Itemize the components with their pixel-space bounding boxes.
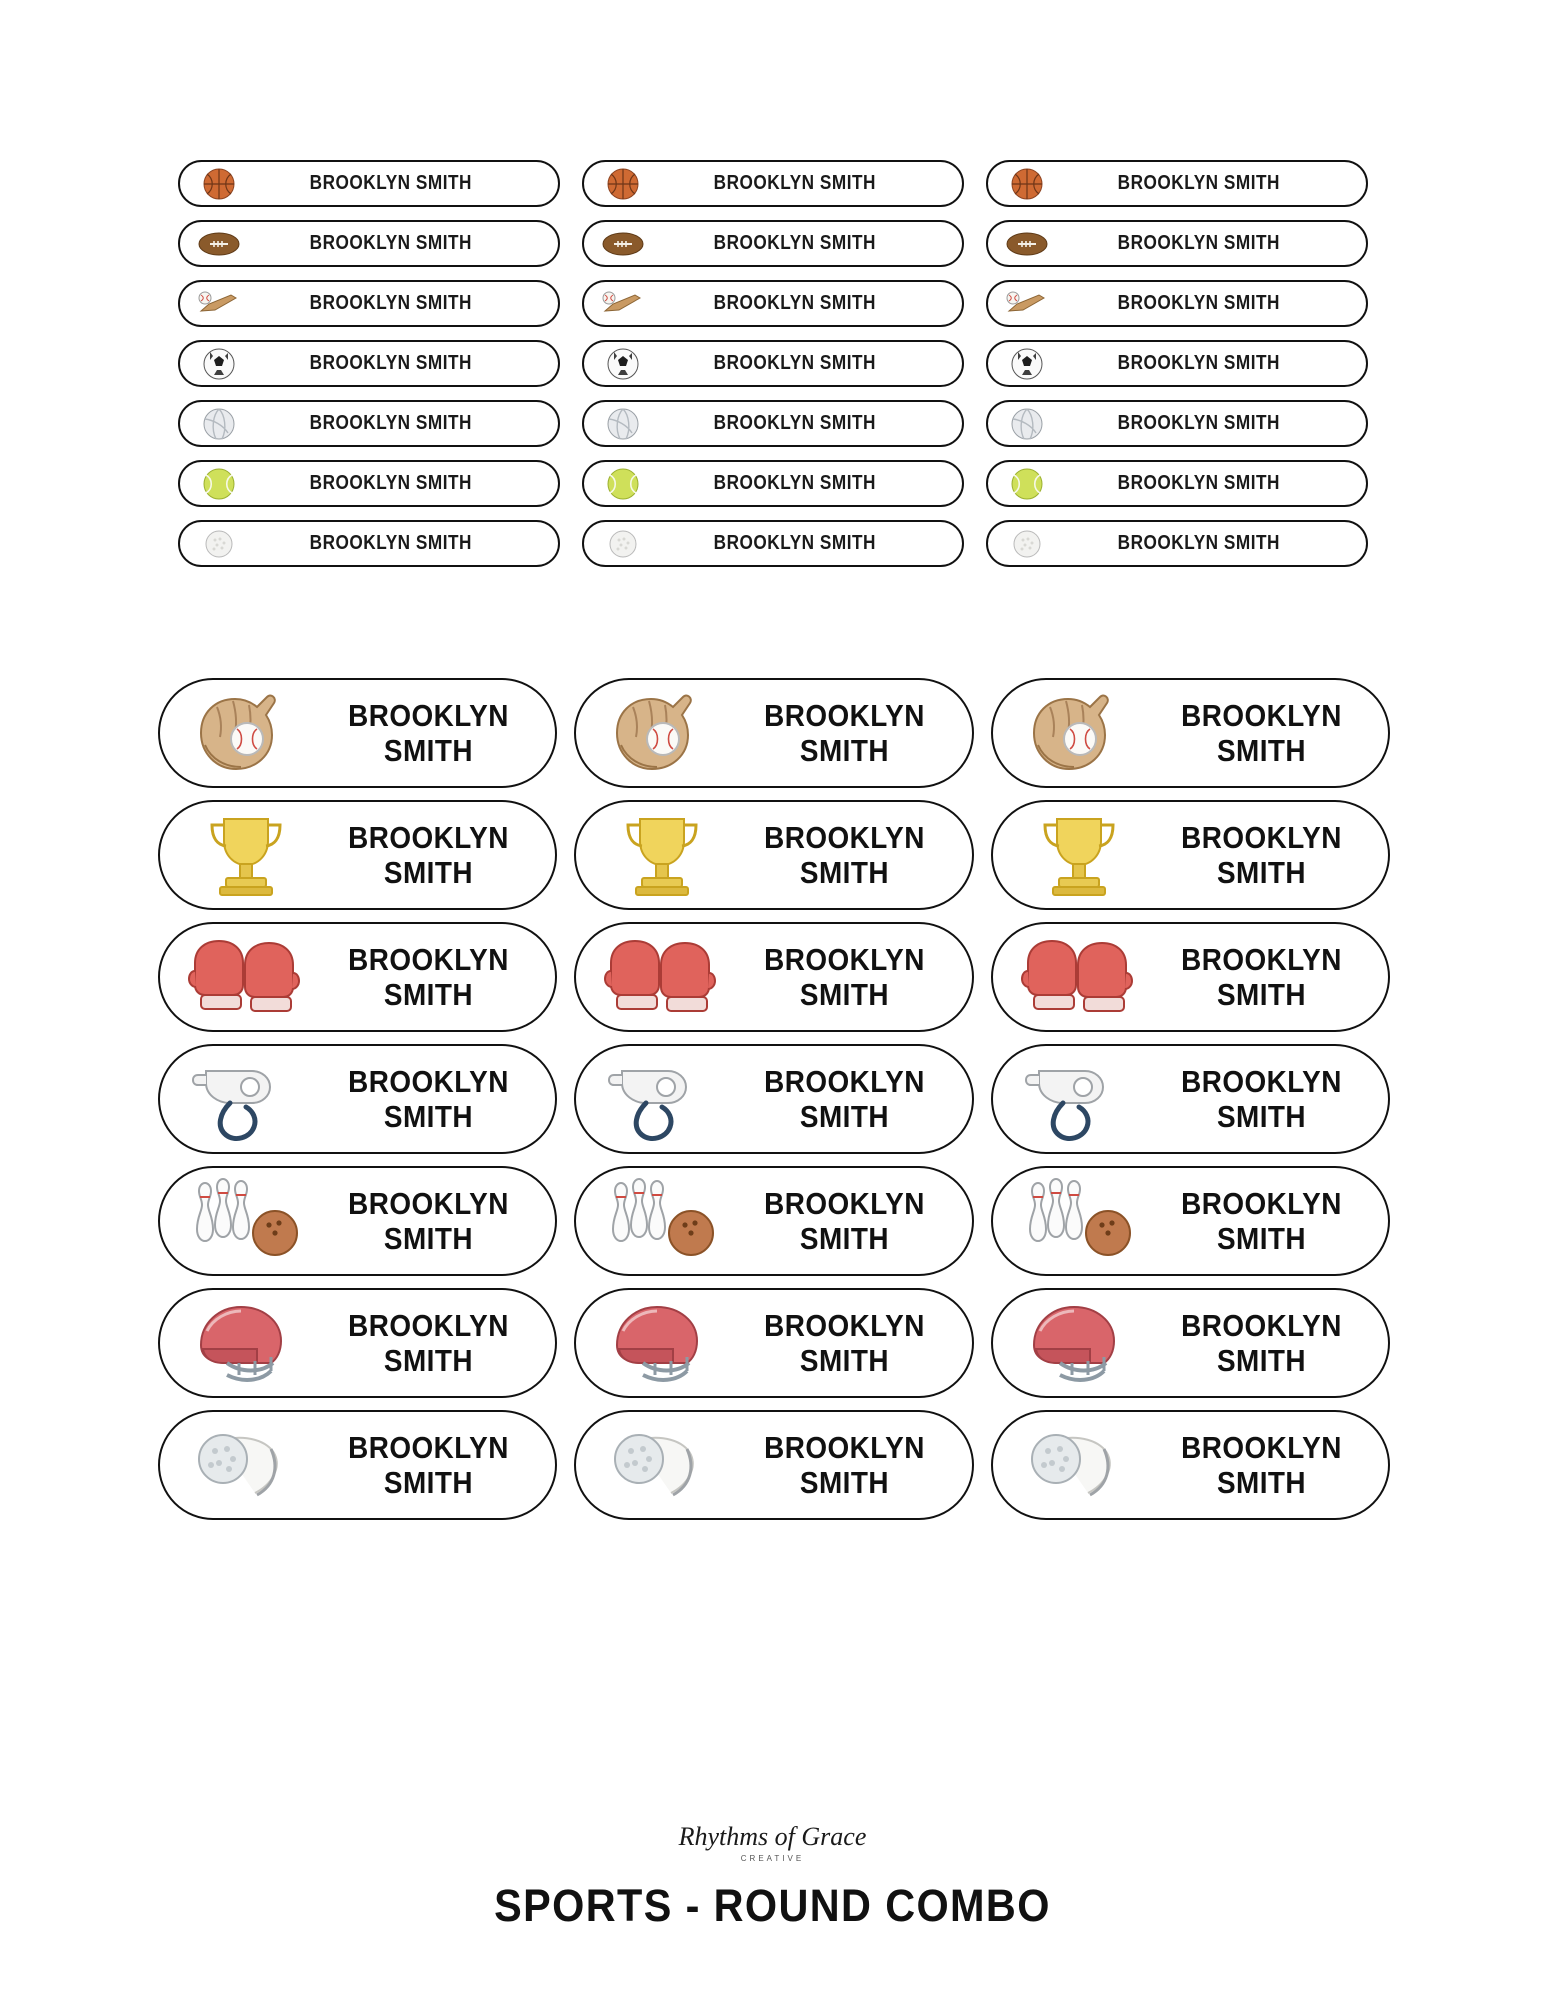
bowling-icon (1009, 1171, 1149, 1271)
small-label-basketball-2[interactable] (582, 160, 964, 207)
small-label-text: BROOKLYN SMITH (1117, 412, 1280, 434)
small-label-text: BROOKLYN SMITH (309, 232, 472, 254)
golf-ball-tee-icon (176, 1415, 316, 1515)
large-label-text (1161, 1430, 1376, 1501)
small-label-text: BROOKLYN SMITH (713, 352, 876, 374)
large-label-text (744, 1308, 959, 1379)
small-label-baseball-bat-1[interactable] (178, 280, 560, 327)
large-label-text (744, 1430, 959, 1501)
volleyball-icon (596, 404, 650, 444)
large-label-boxing-gloves-3[interactable] (991, 922, 1390, 1032)
large-label-text (744, 820, 959, 891)
soccer-ball-icon (1000, 344, 1054, 384)
small-label-volleyball-1[interactable] (178, 400, 560, 447)
large-label-line1: BROOKLYN (1180, 1185, 1342, 1221)
large-label-whistle-3[interactable] (991, 1044, 1390, 1154)
football-icon (192, 224, 246, 264)
small-label-tennis-2[interactable] (582, 460, 964, 507)
small-label-tennis-1[interactable] (178, 460, 560, 507)
large-label-golf-tee-3[interactable] (991, 1410, 1390, 1520)
trophy-icon (176, 805, 316, 905)
large-label-text (328, 1430, 543, 1501)
large-label-line1: BROOKLYN (348, 819, 509, 855)
whistle-icon (1009, 1049, 1149, 1149)
small-label-soccer-2[interactable] (582, 340, 964, 387)
small-label-tennis-3[interactable] (986, 460, 1368, 507)
whistle-icon (176, 1049, 316, 1149)
large-label-line2: SMITH (800, 1099, 890, 1134)
small-label-golf-3[interactable] (986, 520, 1368, 567)
large-label-trophy-1[interactable] (158, 800, 557, 910)
trophy-icon (592, 805, 732, 905)
large-label-text (744, 1064, 959, 1135)
large-label-line1: BROOKLYN (764, 1429, 926, 1465)
large-label-line1: BROOKLYN (1180, 697, 1342, 733)
large-label-line1: BROOKLYN (348, 941, 509, 977)
golf-ball-icon (1000, 524, 1054, 564)
small-label-grid (178, 160, 1368, 567)
volleyball-icon (1000, 404, 1054, 444)
large-label-line2: SMITH (383, 1343, 473, 1378)
small-label-text: BROOKLYN SMITH (309, 472, 472, 494)
soccer-ball-icon (192, 344, 246, 384)
large-label-golf-tee-2[interactable] (574, 1410, 973, 1520)
small-label-soccer-3[interactable] (986, 340, 1368, 387)
large-label-line1: BROOKLYN (348, 1185, 509, 1221)
boxing-gloves-icon (176, 927, 316, 1027)
large-label-line2: SMITH (1216, 1221, 1306, 1256)
large-label-text (744, 942, 959, 1013)
large-label-line1: BROOKLYN (764, 1307, 926, 1343)
large-label-line2: SMITH (383, 1221, 473, 1256)
football-icon (1000, 224, 1054, 264)
small-label-text: BROOKLYN SMITH (309, 412, 472, 434)
baseball-glove-icon (592, 683, 732, 783)
large-label-line2: SMITH (1216, 733, 1306, 768)
football-helmet-icon (1009, 1293, 1149, 1393)
golf-ball-icon (192, 524, 246, 564)
volleyball-icon (192, 404, 246, 444)
large-label-grid (158, 678, 1390, 1520)
tennis-ball-icon (596, 464, 650, 504)
small-label-text: BROOKLYN SMITH (1117, 232, 1280, 254)
large-label-text (328, 698, 543, 769)
large-label-line1: BROOKLYN (348, 697, 509, 733)
small-label-volleyball-3[interactable] (986, 400, 1368, 447)
large-label-text (1161, 820, 1376, 891)
small-label-football-3[interactable] (986, 220, 1368, 267)
large-label-line1: BROOKLYN (764, 1063, 926, 1099)
basketball-icon (1000, 164, 1054, 204)
large-label-golf-tee-1[interactable] (158, 1410, 557, 1520)
golf-ball-icon (596, 524, 650, 564)
golf-ball-tee-icon (1009, 1415, 1149, 1515)
large-label-line2: SMITH (1216, 1343, 1306, 1378)
small-label-basketball-1[interactable] (178, 160, 560, 207)
baseball-bat-icon (596, 284, 650, 324)
large-label-text (1161, 1308, 1376, 1379)
large-label-text (328, 942, 543, 1013)
small-label-text: BROOKLYN SMITH (1117, 172, 1280, 194)
large-label-boxing-gloves-2[interactable] (574, 922, 973, 1032)
small-label-text: BROOKLYN SMITH (309, 352, 472, 374)
large-label-text (328, 1064, 543, 1135)
large-label-line1: BROOKLYN (764, 697, 926, 733)
small-label-text: BROOKLYN SMITH (713, 412, 876, 434)
large-label-whistle-1[interactable] (158, 1044, 557, 1154)
large-label-line1: BROOKLYN (1180, 1307, 1342, 1343)
large-label-line2: SMITH (800, 1343, 890, 1378)
large-label-bowling-1[interactable] (158, 1166, 557, 1276)
boxing-gloves-icon (1009, 927, 1149, 1027)
large-label-line2: SMITH (1216, 1099, 1306, 1134)
football-helmet-icon (176, 1293, 316, 1393)
small-label-text: BROOKLYN SMITH (713, 172, 876, 194)
small-label-basketball-3[interactable] (986, 160, 1368, 207)
brand-logo (0, 1822, 1545, 1863)
small-label-football-2[interactable] (582, 220, 964, 267)
small-label-text: BROOKLYN SMITH (1117, 292, 1280, 314)
baseball-bat-icon (1000, 284, 1054, 324)
large-label-baseball-glove-3[interactable] (991, 678, 1390, 788)
golf-ball-tee-icon (592, 1415, 732, 1515)
large-label-text (328, 1186, 543, 1257)
large-label-line1: BROOKLYN (1180, 1063, 1342, 1099)
large-label-baseball-glove-2[interactable] (574, 678, 973, 788)
large-label-bowling-3[interactable] (991, 1166, 1390, 1276)
large-label-whistle-2[interactable] (574, 1044, 973, 1154)
large-label-line2: SMITH (800, 855, 890, 890)
bowling-icon (592, 1171, 732, 1271)
small-label-text: BROOKLYN SMITH (1117, 472, 1280, 494)
whistle-icon (592, 1049, 732, 1149)
small-label-text: BROOKLYN SMITH (309, 532, 472, 554)
large-label-text (744, 1186, 959, 1257)
large-label-line2: SMITH (1216, 1465, 1306, 1500)
large-label-football-helmet-2[interactable] (574, 1288, 973, 1398)
small-label-text: BROOKLYN SMITH (309, 292, 472, 314)
small-label-text: BROOKLYN SMITH (713, 292, 876, 314)
brand-subtitle: CREATIVE (740, 1854, 805, 1863)
large-label-line1: BROOKLYN (1180, 1429, 1342, 1465)
large-label-line1: BROOKLYN (348, 1307, 509, 1343)
large-label-line2: SMITH (1216, 977, 1306, 1012)
large-label-line2: SMITH (1216, 855, 1306, 890)
large-label-line2: SMITH (383, 1465, 473, 1500)
large-label-boxing-gloves-1[interactable] (158, 922, 557, 1032)
basketball-icon (192, 164, 246, 204)
soccer-ball-icon (596, 344, 650, 384)
large-label-football-helmet-1[interactable] (158, 1288, 557, 1398)
large-label-line2: SMITH (383, 1099, 473, 1134)
large-label-line1: BROOKLYN (348, 1429, 509, 1465)
small-label-golf-2[interactable] (582, 520, 964, 567)
large-label-text (328, 820, 543, 891)
large-label-line1: BROOKLYN (764, 941, 926, 977)
large-label-line2: SMITH (383, 733, 473, 768)
large-label-line2: SMITH (800, 733, 890, 768)
large-label-text (1161, 942, 1376, 1013)
large-label-text (1161, 698, 1376, 769)
baseball-bat-icon (192, 284, 246, 324)
brand-name: Rhythms of Grace (678, 1822, 867, 1851)
small-label-text: BROOKLYN SMITH (713, 532, 876, 554)
tennis-ball-icon (192, 464, 246, 504)
large-label-text (328, 1308, 543, 1379)
baseball-glove-icon (176, 683, 316, 783)
basketball-icon (596, 164, 650, 204)
large-label-line2: SMITH (800, 1221, 890, 1256)
small-label-volleyball-2[interactable] (582, 400, 964, 447)
large-label-trophy-3[interactable] (991, 800, 1390, 910)
large-label-line2: SMITH (383, 855, 473, 890)
small-label-baseball-bat-3[interactable] (986, 280, 1368, 327)
page-title: SPORTS - ROUND COMBO (494, 1880, 1051, 1931)
large-label-text (1161, 1064, 1376, 1135)
small-label-golf-1[interactable] (178, 520, 560, 567)
large-label-line2: SMITH (383, 977, 473, 1012)
small-label-baseball-bat-2[interactable] (582, 280, 964, 327)
large-label-line1: BROOKLYN (348, 1063, 509, 1099)
large-label-line1: BROOKLYN (764, 819, 926, 855)
large-label-text (1161, 1186, 1376, 1257)
large-label-line2: SMITH (800, 977, 890, 1012)
small-label-text: BROOKLYN SMITH (713, 232, 876, 254)
large-label-baseball-glove-1[interactable] (158, 678, 557, 788)
small-label-text: BROOKLYN SMITH (1117, 532, 1280, 554)
bowling-icon (176, 1171, 316, 1271)
small-label-text: BROOKLYN SMITH (1117, 352, 1280, 374)
small-label-text: BROOKLYN SMITH (309, 172, 472, 194)
small-label-text: BROOKLYN SMITH (713, 472, 876, 494)
large-label-text (744, 698, 959, 769)
large-label-line1: BROOKLYN (764, 1185, 926, 1221)
large-label-line1: BROOKLYN (1180, 941, 1342, 977)
football-icon (596, 224, 650, 264)
large-label-line1: BROOKLYN (1180, 819, 1342, 855)
large-label-trophy-2[interactable] (574, 800, 973, 910)
large-label-football-helmet-3[interactable] (991, 1288, 1390, 1398)
baseball-glove-icon (1009, 683, 1149, 783)
small-label-football-1[interactable] (178, 220, 560, 267)
boxing-gloves-icon (592, 927, 732, 1027)
large-label-line2: SMITH (800, 1465, 890, 1500)
football-helmet-icon (592, 1293, 732, 1393)
trophy-icon (1009, 805, 1149, 905)
small-label-soccer-1[interactable] (178, 340, 560, 387)
large-label-bowling-2[interactable] (574, 1166, 973, 1276)
tennis-ball-icon (1000, 464, 1054, 504)
